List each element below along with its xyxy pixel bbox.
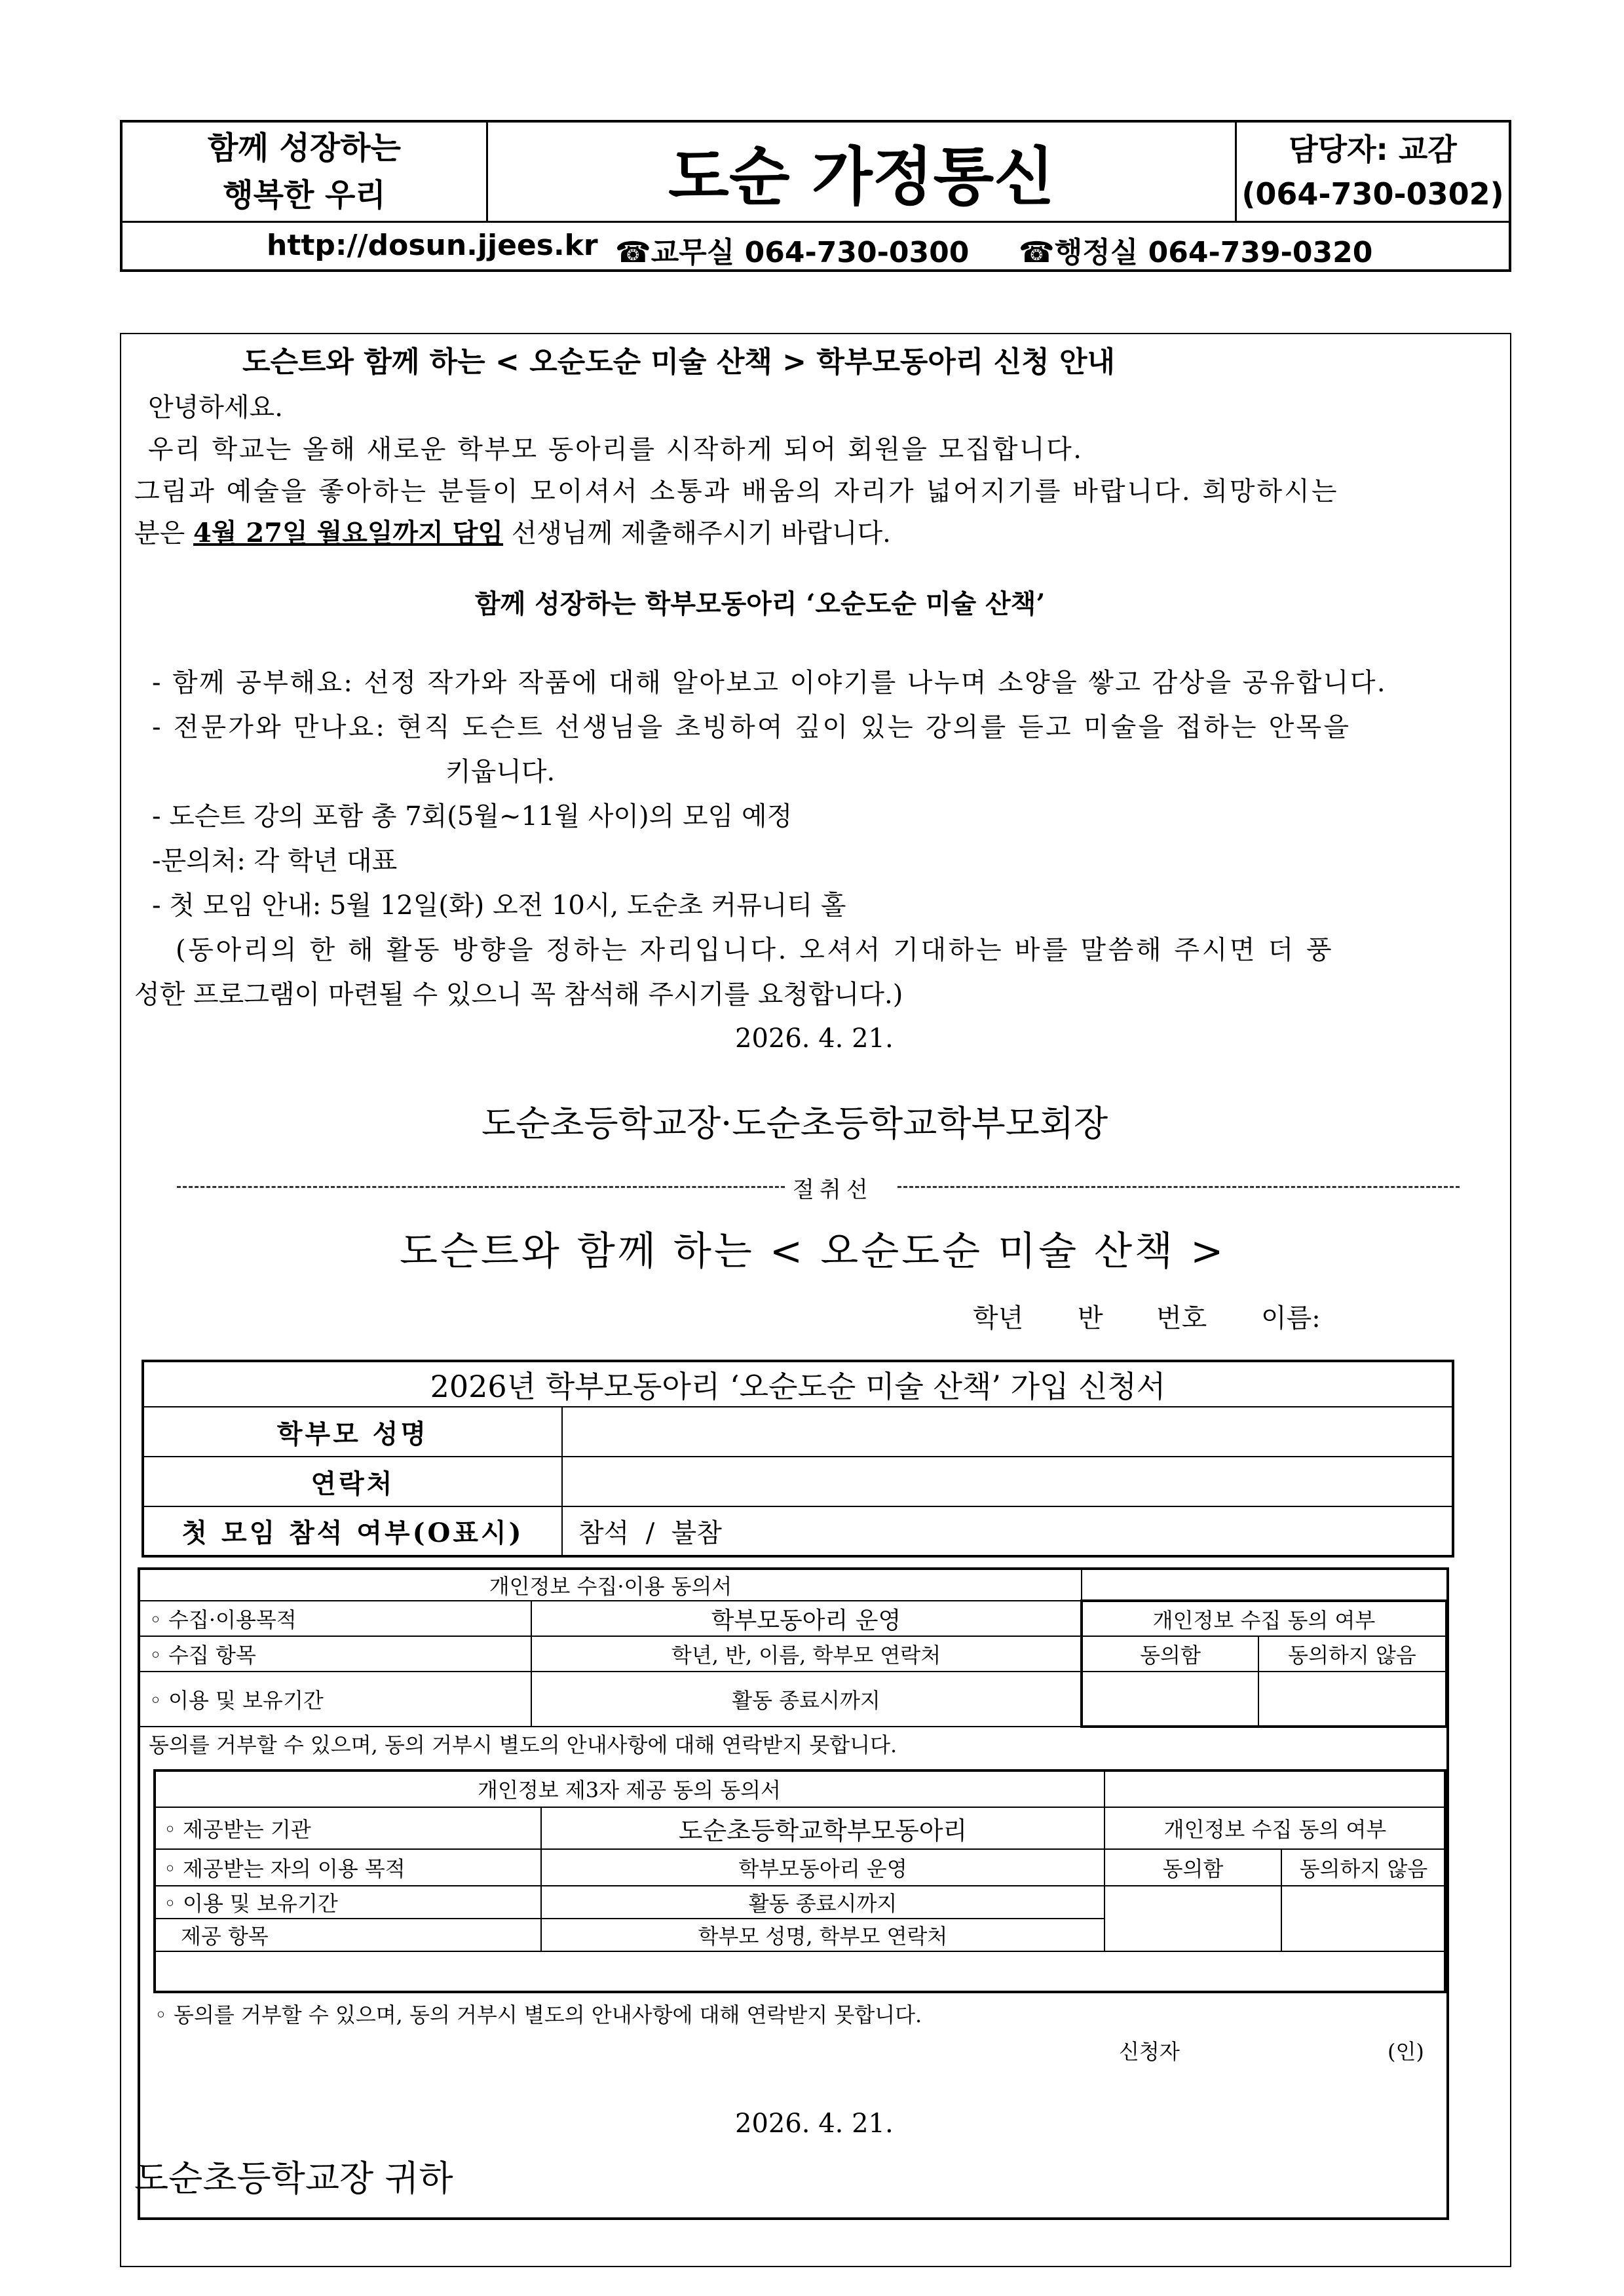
consent1-agree-title: 개인정보 수집 동의 여부 — [1082, 1601, 1446, 1636]
parent-name-field[interactable] — [562, 1407, 1453, 1457]
parent-name-label: 학부모 성명 — [143, 1407, 562, 1457]
consent-collection-table — [139, 1569, 1448, 1759]
consent2-agree-title: 개인정보 수집 동의 여부 — [1105, 1807, 1445, 1849]
consent1-title: 개인정보 수집·이용 동의서 — [140, 1569, 1082, 1601]
consent1-purpose-label: ◦ 수집·이용목적 — [140, 1601, 531, 1636]
attendance-label: 첫 모임 참석 여부(O표시) — [143, 1506, 562, 1556]
footer-date: 2026. 4. 21. — [735, 2109, 894, 2139]
seal-mark: (인) — [1388, 2039, 1424, 2064]
consent2-items-label: 제공 항목 — [155, 1919, 541, 1951]
consent2-purpose-value: 학부모동아리 운영 — [541, 1849, 1105, 1886]
student-class: 반 — [1078, 1303, 1103, 1333]
consent1-disagree: 동의하지 않음 — [1258, 1636, 1446, 1672]
bullet-study: - 함께 공부해요: 선정 작가와 작품에 대해 알아보고 이야기를 나누며 소양을 쌓고 감상을 공유합니다. — [152, 668, 1387, 698]
cut-line-label: 절취선 — [793, 1177, 873, 1203]
consent1-period-value: 활동 종료시까지 — [531, 1672, 1082, 1727]
bullet-contact: -문의처: 각 학년 대표 — [152, 846, 398, 876]
bullet-expert: - 전문가와 만나요: 현직 도슨트 선생님을 초빙하여 깊이 있는 강의를 듣고 미술을 접하는 안목을 — [152, 712, 1351, 742]
application-title: 2026년 학부모동아리 ‘오순도순 미술 산책’ 가입 신청서 — [143, 1361, 1453, 1407]
contact-box — [1237, 123, 1509, 221]
student-number: 번호 — [1156, 1303, 1207, 1333]
consent2-purpose-label: ◦ 제공받는 자의 이용 목적 — [155, 1849, 541, 1886]
applicant-label: 신청자 — [1119, 2039, 1180, 2064]
intro-para-1: 우리 학교는 올해 새로운 학부모 동아리를 시작하게 되어 회원을 모집합니다. — [148, 434, 1084, 465]
consent1-items-value: 학년, 반, 이름, 학부모 연락처 — [531, 1636, 1082, 1672]
consent1-items-label: ◦ 수집 항목 — [140, 1636, 531, 1672]
consent2-period-value: 활동 종료시까지 — [541, 1886, 1105, 1919]
contact-label: 연락처 — [143, 1457, 562, 1506]
consent2-items-value: 학부모 성명, 학부모 연락처 — [541, 1919, 1105, 1951]
para3-prefix: 분은 — [134, 518, 193, 548]
consent1-period-label: ◦ 이용 및 보유기간 — [140, 1672, 531, 1727]
form-title: 도슨트와 함께 하는 < 오순도순 미술 산책 > — [400, 1229, 1226, 1274]
para3-suffix: 선생님께 제출해주시기 바랍니다. — [503, 518, 891, 548]
slogan — [123, 123, 486, 221]
consent1-purpose-value: 학부모동아리 운영 — [531, 1601, 1082, 1636]
consent1-agree-checkbox[interactable] — [1082, 1672, 1258, 1727]
notice-date: 2026. 4. 21. — [735, 1024, 894, 1054]
consent2-title: 개인정보 제3자 제공 동의 동의서 — [155, 1770, 1105, 1807]
consent2-agree-checkbox[interactable] — [1105, 1886, 1281, 1951]
newsletter-title: 도순 가정통신 — [668, 140, 1055, 214]
attendance-field[interactable]: 참석 / 불참 — [562, 1506, 1453, 1556]
slogan-line1: 함께 성장하는 — [208, 130, 401, 166]
meeting-note-1: (동아리의 한 해 활동 방향을 정하는 자리입니다. 오셔서 기대하는 바를 말씀해 주시면 더 풍 — [176, 935, 1334, 965]
application-form — [142, 1360, 1454, 1558]
bullet-schedule: - 도슨트 강의 포함 총 7회(5월~11월 사이)의 모임 예정 — [152, 801, 793, 832]
bullet-expert-cont: 키웁니다. — [445, 757, 556, 787]
consent1-agree: 동의함 — [1082, 1636, 1258, 1672]
consent2-org-label: ◦ 제공받는 기관 — [155, 1807, 541, 1849]
intro-para-2: 그림과 예술을 좋아하는 분들이 모이셔서 소통과 배움의 자리가 넓어지기를 바랍니다. 희망하시는 — [134, 476, 1339, 507]
student-name: 이름: — [1261, 1303, 1321, 1333]
cut-line-left — [177, 1186, 785, 1188]
intro-para-3 — [134, 512, 891, 550]
office-phone-1: ☎교무실 064-730-0300 — [615, 236, 970, 269]
consent2-period-label: ◦ 이용 및 보유기간 — [155, 1886, 541, 1919]
consent2-org-value: 도순초등학교학부모동아리 — [541, 1807, 1105, 1849]
website-link[interactable]: http://dosun.jjees.kr — [267, 229, 598, 262]
office-phone-2: ☎행정실 064-739-0320 — [1019, 236, 1373, 269]
bullet-first-meeting: - 첫 모임 안내: 5월 12일(화) 오전 10시, 도순초 커뮤니티 홀 — [152, 890, 846, 921]
student-grade: 학년 — [973, 1303, 1024, 1333]
consent2-agree: 동의함 — [1105, 1849, 1281, 1886]
consent1-footnote: 동의를 거부할 수 있으며, 동의 거부시 별도의 안내사항에 대해 연락받지 못합니다. — [140, 1727, 1446, 1759]
consent2-disagree-checkbox[interactable] — [1281, 1886, 1445, 1951]
greeting: 안녕하세요. — [148, 392, 283, 423]
consent-third-party-table — [155, 1770, 1445, 1952]
consent1-disagree-checkbox[interactable] — [1258, 1672, 1446, 1727]
notice-heading: 도슨트와 함께 하는 < 오순도순 미술 산책 > 학부모동아리 신청 안내 — [242, 345, 1116, 379]
club-subheading: 함께 성장하는 학부모동아리 ‘오순도순 미술 산책’ — [475, 588, 1046, 619]
slogan-line2: 행복한 우리 — [223, 177, 386, 214]
contact-person: 담당자: 교감 — [1289, 132, 1457, 167]
notice-signer: 도순초등학교장·도순초등학교학부모회장 — [482, 1103, 1108, 1144]
deadline: 4월 27일 월요일까지 담임 — [193, 518, 504, 548]
meeting-note-2: 성한 프로그램이 마련될 수 있으니 꼭 참석해 주시기를 요청합니다.) — [134, 980, 903, 1010]
contact-field[interactable] — [562, 1457, 1453, 1506]
header-box — [120, 120, 1511, 272]
addressee: 도순초등학교장 귀하 — [134, 2158, 453, 2199]
consent2-disagree: 동의하지 않음 — [1281, 1849, 1445, 1886]
consent2-footnote: ◦ 동의를 거부할 수 있으며, 동의 거부시 별도의 안내사항에 대해 연락받지 못합니다. — [155, 2002, 922, 2027]
cut-line-right — [897, 1186, 1460, 1188]
contact-phone: (064-730-0302) — [1241, 176, 1504, 212]
